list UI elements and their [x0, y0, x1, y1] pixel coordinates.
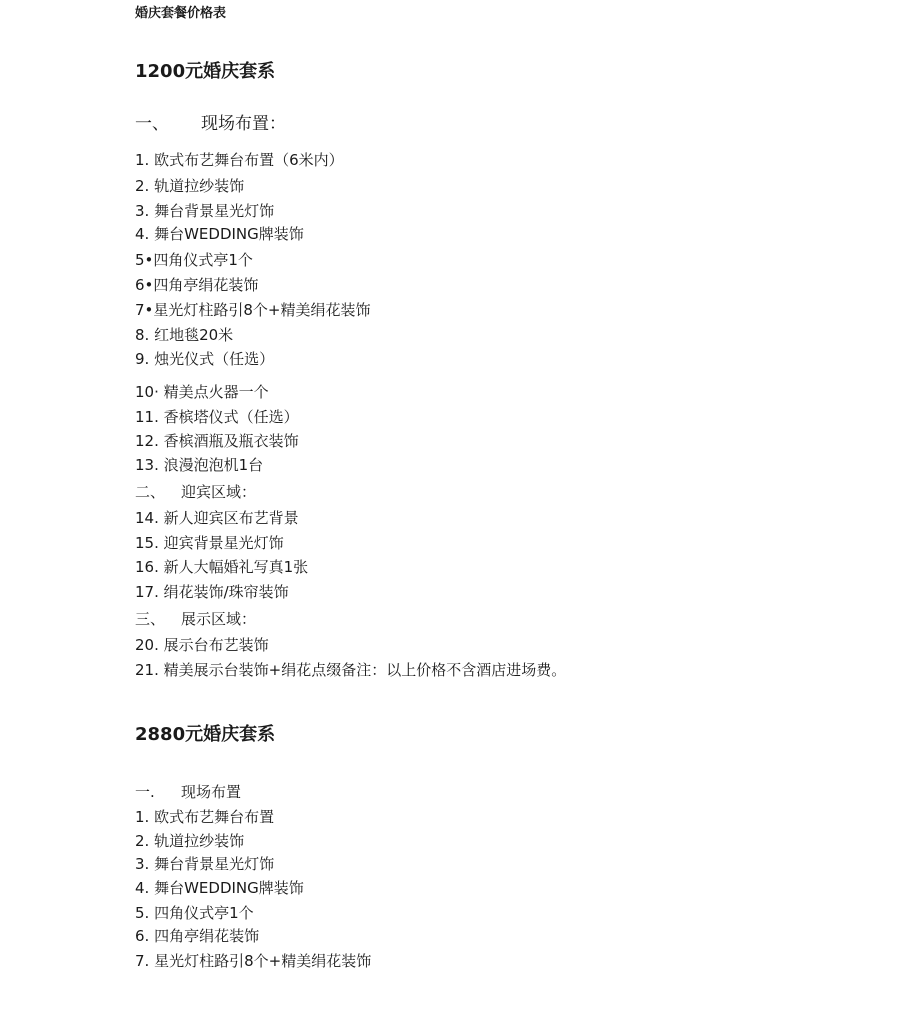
list-item: 3. 舞台背景星光灯饰	[135, 202, 275, 220]
section-label: 现场布置：	[201, 114, 286, 134]
section-heading-site-layout	[135, 109, 286, 134]
section-heading-display	[135, 610, 256, 628]
document-title: 婚庆套餐价格表	[135, 6, 227, 21]
package-title-2880: 2880元婚庆套系	[135, 724, 276, 745]
list-item: 21. 精美展示台装饰+绢花点缀备注：以上价格不含酒店进场费。	[135, 661, 567, 679]
list-item: 8. 红地毯20米	[135, 326, 234, 344]
section-label: 展示区域：	[181, 610, 257, 628]
list-item: 20. 展示台布艺装饰	[135, 636, 269, 654]
section-number: 一.	[135, 783, 155, 801]
list-item: 1. 欧式布艺舞台布置（6米内）	[135, 151, 344, 169]
list-item: 17. 绢花装饰/珠帘装饰	[135, 583, 289, 601]
list-item: 4. 舞台WEDDING牌装饰	[135, 225, 304, 243]
list-item: 5•四角仪式亭1个	[135, 251, 253, 269]
list-item: 1. 欧式布艺舞台布置	[135, 808, 275, 826]
list-item: 13. 浪漫泡泡机1台	[135, 456, 264, 474]
list-item: 14. 新人迎宾区布艺背景	[135, 509, 299, 527]
list-item: 16. 新人大幅婚礼写真1张	[135, 558, 309, 576]
list-item: 6•四角亭绢花装饰	[135, 276, 259, 294]
list-item: 6. 四角亭绢花装饰	[135, 927, 260, 945]
list-item: 7. 星光灯柱路引8个+精美绢花装饰	[135, 952, 372, 970]
list-item: 2. 轨道拉纱装饰	[135, 832, 245, 850]
list-item: 11. 香槟塔仪式（任选）	[135, 408, 299, 426]
section-heading-reception	[135, 483, 256, 501]
section-label: 现场布置	[181, 783, 242, 801]
list-item: 12. 香槟酒瓶及瓶衣装饰	[135, 432, 299, 450]
list-item: 4. 舞台WEDDING牌装饰	[135, 879, 304, 897]
section-number: 二、	[135, 483, 166, 501]
list-item: 2. 轨道拉纱装饰	[135, 177, 245, 195]
list-item: 5. 四角仪式亭1个	[135, 904, 254, 922]
section-label: 迎宾区域：	[181, 483, 257, 501]
list-item: 3. 舞台背景星光灯饰	[135, 855, 275, 873]
section-heading-site-layout	[135, 783, 241, 801]
section-number: 三、	[135, 610, 166, 628]
list-item: 9. 烛光仪式（任选）	[135, 350, 275, 368]
list-item: 7•星光灯柱路引8个+精美绢花装饰	[135, 301, 371, 319]
package-title-1200: 1200元婚庆套系	[135, 61, 276, 82]
list-item: 10· 精美点火器一个	[135, 383, 269, 401]
list-item: 15. 迎宾背景星光灯饰	[135, 534, 284, 552]
section-number: 一、	[135, 114, 169, 134]
